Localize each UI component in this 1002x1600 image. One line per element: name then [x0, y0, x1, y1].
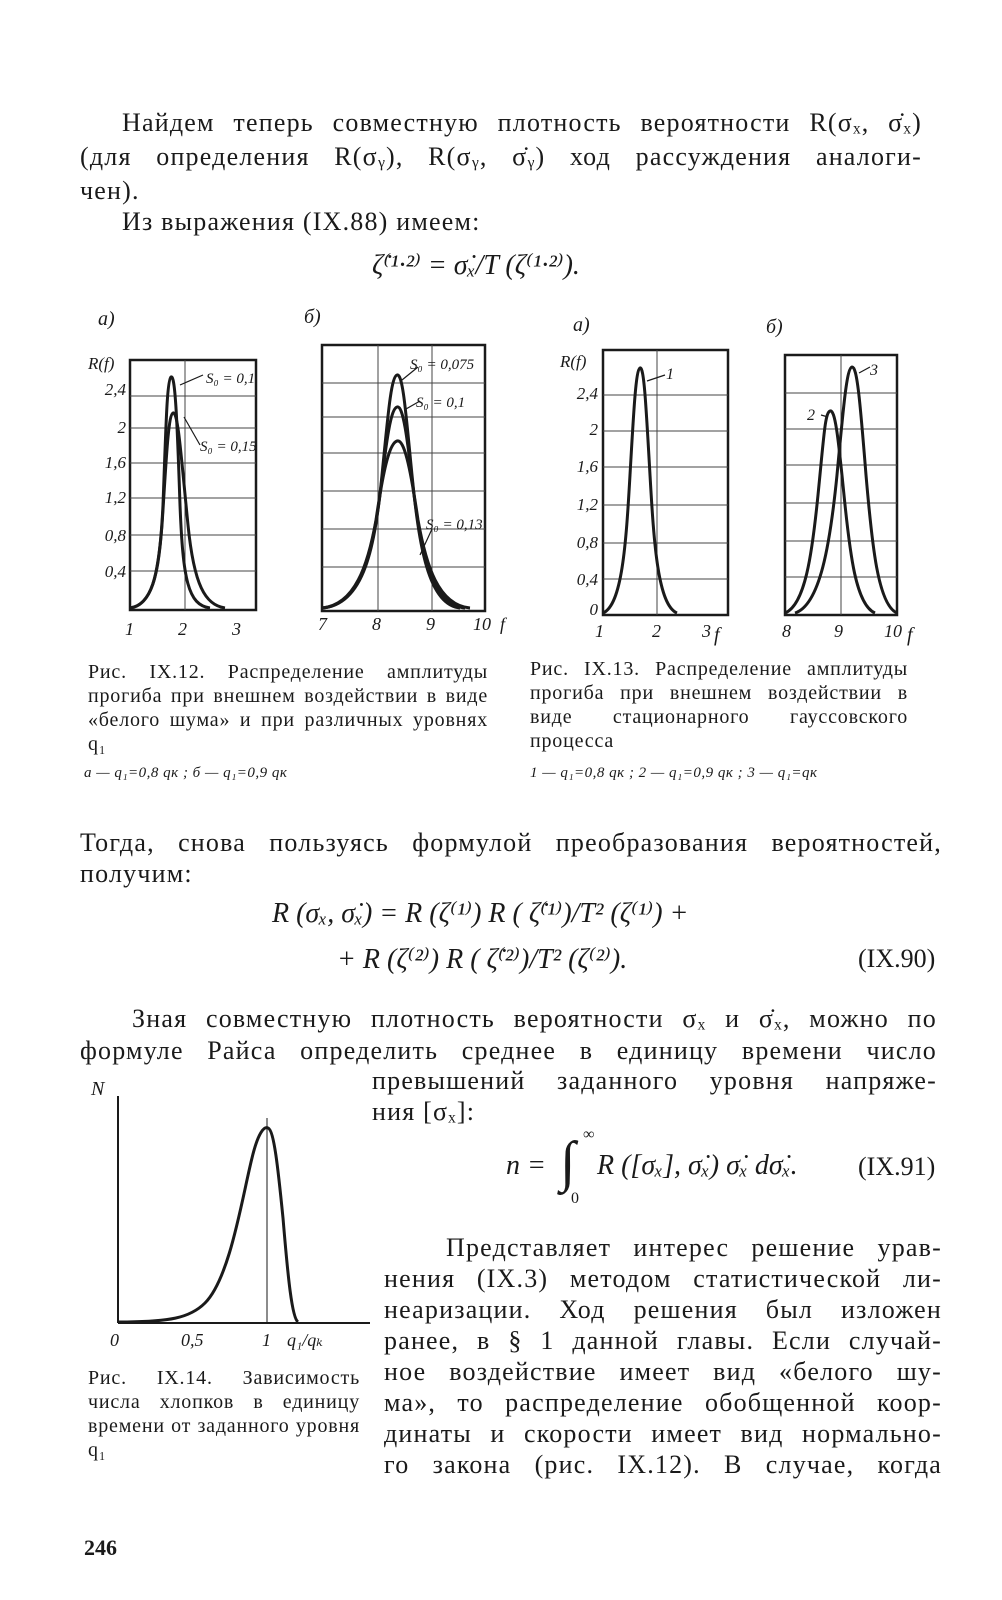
- curve-s0-0-1: [130, 377, 210, 608]
- x-tick: 9: [426, 614, 435, 634]
- y-tick: 2: [589, 420, 598, 439]
- figure-14: [80, 1078, 380, 1373]
- x-axis-label: f: [500, 614, 506, 634]
- y-axis-label: N: [91, 1078, 105, 1100]
- series-label: 3: [870, 362, 878, 379]
- paragraph-line: (для определения R(σᵧ), R(σᵧ, σ̇ᵧ) ход рассуждения аналоги-: [80, 142, 922, 171]
- y-tick: 0,8: [576, 533, 598, 552]
- curve-s0-0-1b: [322, 407, 465, 608]
- x-tick: 3: [232, 619, 241, 639]
- x-tick: 8: [782, 621, 791, 641]
- paragraph-line: нения (IX.3) методом статистической ли-: [384, 1264, 942, 1293]
- paragraph-line: получим:: [80, 859, 193, 888]
- figure-legend-13: 1 — q₁=0,8 qк ; 2 — q₁=0,9 qк ; 3 — q₁=qк: [530, 765, 818, 781]
- series-label: 1: [666, 366, 674, 383]
- paragraph-line: Найдем теперь совместную плотность вероятности R(σₓ, σ̇ₓ): [122, 108, 922, 137]
- x-axis-label: q₁/qₖ: [287, 1330, 323, 1350]
- figure-caption-12: Рис. IX.12. Распределение амплитуды прогиба при внешнем воздействии в виде «белого шума» и при различных уровнях q₁: [88, 661, 488, 755]
- y-axis-label: R(f): [88, 354, 115, 373]
- x-tick: 3: [702, 621, 711, 641]
- figure-legend-12: а — q₁=0,8 qк ; б — q₁=0,9 qк: [84, 765, 288, 781]
- x-tick: 9: [834, 621, 843, 641]
- figure-caption-13: Рис. IX.13. Распределение амплитуды прогиба при внешнем воздействии в виде стационарного гауссовского процесса: [530, 658, 908, 752]
- integral-lower-limit: 0: [571, 1190, 579, 1207]
- x-axis-label: f: [907, 624, 913, 646]
- x-tick: 7: [318, 614, 327, 634]
- x-axis-label: f: [714, 624, 720, 646]
- equation-zeta: ζ̇⁽¹·²⁾ = σ̇ₓ/T (ζ⁽¹·²⁾).: [372, 250, 580, 281]
- series-label: S₀ = 0,075: [410, 357, 475, 373]
- paragraph-line: го закона (рис. IX.12). В случае, когда: [384, 1450, 942, 1479]
- curve-1: [603, 368, 677, 613]
- equation-90-line2: + R (ζ⁽²⁾) R ( ζ̇⁽²⁾)/T² (ζ⁽²⁾).: [337, 944, 628, 975]
- panel-label: а): [98, 308, 115, 330]
- x-tick: 0,5: [181, 1330, 204, 1350]
- curve-n: [118, 1128, 298, 1322]
- paragraph-line: превышений заданного уровня напряже-: [372, 1066, 937, 1095]
- figures-12-13: [60, 305, 940, 650]
- paragraph-line: чен).: [80, 176, 140, 205]
- y-axis-label: R(f): [560, 352, 587, 371]
- page-number: 246: [84, 1535, 117, 1560]
- panel-label: б): [766, 316, 783, 338]
- y-tick: 1,2: [104, 488, 126, 507]
- y-tick: 1,2: [576, 495, 598, 514]
- paragraph-line: Тогда, снова пользуясь формулой преобразования вероятностей,: [80, 828, 942, 857]
- y-tick: 0,4: [576, 570, 598, 589]
- x-tick: 10: [884, 621, 902, 641]
- curve-2: [785, 411, 875, 613]
- x-tick: 1: [262, 1330, 271, 1350]
- y-tick: 0,8: [104, 526, 126, 545]
- paragraph-line: неаризации. Ход решения был изложен: [384, 1295, 942, 1324]
- series-label: 2: [807, 407, 815, 424]
- y-tick: 1,6: [104, 453, 126, 472]
- series-label: S₀ = 0,1: [206, 371, 256, 387]
- paragraph-line: Представляет интерес решение урав-: [446, 1233, 942, 1262]
- integral-upper-limit: ∞: [583, 1126, 595, 1143]
- paragraph-line: ния [σₓ]:: [372, 1097, 476, 1126]
- x-tick: 8: [372, 614, 381, 634]
- x-tick: 1: [125, 619, 134, 639]
- paragraph-line: Зная совместную плотность вероятности σₓ и σ̇ₓ, можно по: [132, 1004, 937, 1033]
- x-tick: 2: [652, 621, 661, 641]
- integral-sign: ∫: [560, 1131, 576, 1193]
- paragraph-line: ранее, в § 1 данной главы. Если случай-: [384, 1326, 942, 1355]
- curve-3: [795, 367, 897, 613]
- panel-label: б): [304, 306, 321, 328]
- y-tick: 2,4: [576, 384, 598, 403]
- y-tick: 0,4: [104, 562, 126, 581]
- y-tick: 1,6: [576, 457, 598, 476]
- equation-91-lhs: n =: [506, 1150, 546, 1181]
- y-tick: 2: [117, 418, 126, 437]
- series-label: S₀ = 0,1: [416, 395, 466, 411]
- paragraph-line: ное воздействие имеет вид «белого шу-: [384, 1357, 942, 1386]
- equation-number: (IX.91): [858, 1152, 936, 1181]
- paragraph-line: динаты и скорости имеет вид нормально-: [384, 1419, 942, 1448]
- x-tick: 0: [110, 1330, 119, 1350]
- y-tick: 0: [589, 600, 598, 619]
- x-tick: 1: [595, 621, 604, 641]
- y-tick: 2,4: [104, 380, 126, 399]
- paragraph-line: формуле Райса определить среднее в единицу времени число: [80, 1036, 937, 1065]
- series-label: S₀ = 0,15: [200, 439, 257, 455]
- x-tick: 2: [178, 619, 187, 639]
- equation-number: (IX.90): [858, 944, 936, 973]
- figure-caption-14: Рис. IX.14. Зависимость числа хлопков в единицу времени от заданного уровня q₁: [88, 1367, 360, 1461]
- paragraph-line: ма», то распределение обобщенной коор-: [384, 1388, 942, 1417]
- equation-90-line1: R (σₓ, σ̇ₓ) = R (ζ⁽¹⁾) R ( ζ̇⁽¹⁾)/T² (ζ⁽¹⁾) +: [272, 898, 689, 929]
- paragraph-line: Из выражения (IX.88) имеем:: [122, 207, 481, 236]
- equation-91-body: R ([σₓ], σ̇ₓ) σ̇ₓ dσ̇ₓ.: [597, 1150, 798, 1181]
- panel-label: а): [573, 314, 590, 336]
- series-label: S₀ = 0,13: [426, 517, 483, 533]
- x-tick: 10: [473, 614, 491, 634]
